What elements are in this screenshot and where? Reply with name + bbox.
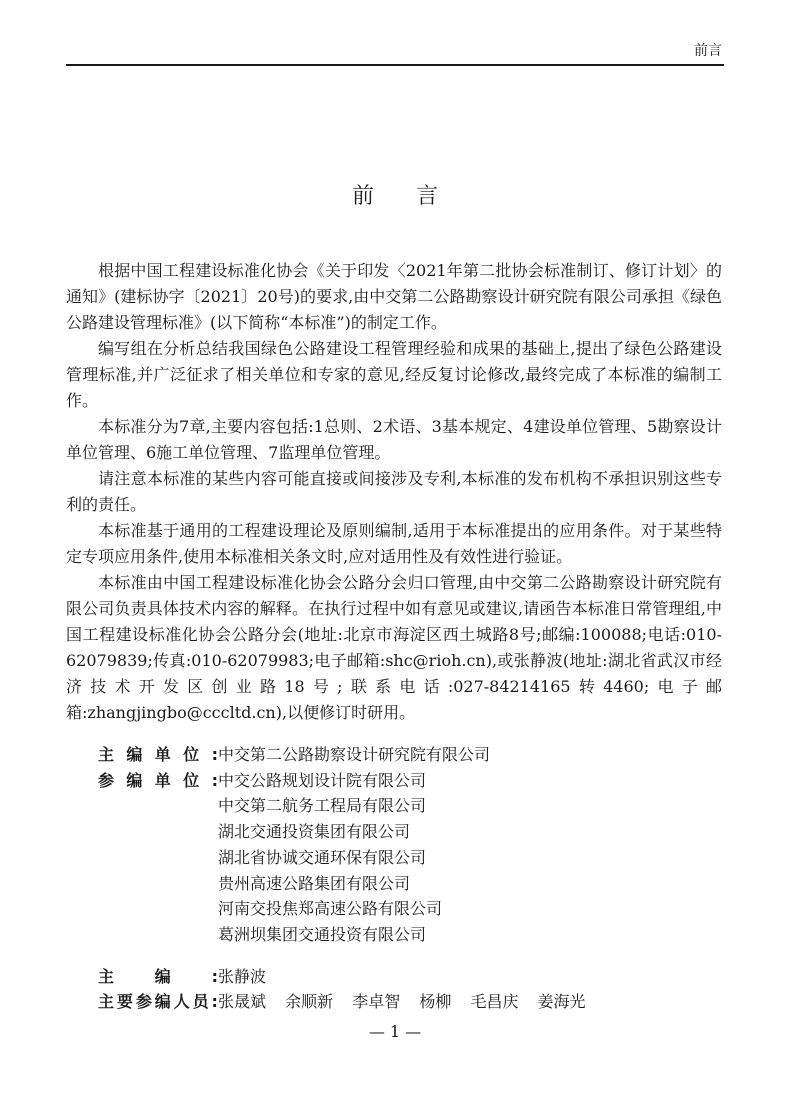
participating-unit: 湖北省协诚交通环保有限公司: [218, 847, 427, 867]
preface-body: [66, 258, 722, 726]
paragraph: 本标准由中国工程建设标准化协会公路分会归口管理,由中交第二公路勘察设计研究院有限公司负责具体技术内容的解释。在执行过程中如有意见或建议,请函告本标准日常管理组,中国工程建设标准化协会公路分会(地址:北京市海淀区西土城路8号;邮编:100088;电话:010-62079839;传真:010-62079983;电子邮箱:shc@rioh.cn),或张静波(地址:湖北省武汉市经济技术开发区创业路18号;联系电话:027-84214165转4460;电子邮箱:zhangjingbo@cccltd.cn),以便修订时研用。: [66, 573, 722, 722]
contributor-name: 李卓智: [352, 992, 401, 1012]
paragraph: 本标准分为7章,主要内容包括:1总则、2术语、3基本规定、4建设单位管理、5勘察设计单位管理、6施工单位管理、7监理单位管理。: [66, 417, 722, 462]
chief-unit-label: 主 编 单 位 :: [98, 745, 218, 764]
page-title: 前言: [351, 184, 480, 209]
main-contributors-label: 主 要 参 编 人 员 :: [98, 992, 218, 1012]
participating-unit: 湖北交通投资集团有限公司: [218, 822, 411, 842]
participating-unit: 贵州高速公路集团有限公司: [218, 873, 411, 893]
contributor-name: 杨柳: [419, 992, 452, 1012]
main-contributors: [218, 989, 718, 1015]
participating-units-row: [98, 768, 718, 948]
main-contributors-row: [98, 989, 718, 1015]
contributor-name: 毛昌庆: [470, 992, 519, 1012]
participating-unit: 葛洲坝集团交通投资有限公司: [218, 924, 427, 944]
contributor-name: 张晟斌: [218, 992, 267, 1012]
page-number: — 1 —: [368, 1022, 422, 1041]
running-header: 前言: [694, 43, 722, 59]
paragraph: 请注意本标准的某些内容可能直接或间接涉及专利,本标准的发布机构不承担识别这些专利的责任。: [66, 469, 722, 514]
chief-unit-row: [98, 742, 718, 768]
participating-unit: 中交第二航务工程局有限公司: [218, 796, 427, 816]
paragraph: 编写组在分析总结我国绿色公路建设工程管理经验和成果的基础上,提出了绿色公路建设管理标准,并广泛征求了相关单位和专家的意见,经反复讨论修改,最终完成了本标准的编制工作。: [66, 339, 722, 410]
chief-unit: 中交第二公路勘察设计研究院有限公司: [218, 745, 491, 764]
participating-unit: 中交公路规划设计院有限公司: [218, 770, 427, 790]
paragraph: 本标准基于通用的工程建设理论及原则编制,适用于本标准提出的应用条件。对于某些特定专项应用条件,使用本标准相关条文时,应对适用性及有效性进行验证。: [66, 521, 722, 566]
chief-editor-label: 主 编 :: [98, 966, 218, 986]
chief-editor: 张静波: [218, 966, 267, 986]
contributor-name: 余顺新: [285, 992, 334, 1012]
contributor-name: 姜海光: [537, 992, 586, 1012]
participating-units-label: 参 编 单 位 :: [98, 770, 218, 790]
header-rule: [66, 64, 724, 66]
participating-unit: 河南交投焦郑高速公路有限公司: [218, 899, 443, 919]
participating-units-list: [218, 768, 718, 948]
chief-editor-row: [98, 964, 718, 990]
credits-block: [98, 742, 718, 1015]
paragraph: 根据中国工程建设标准化协会《关于印发〈2021年第二批协会标准制订、修订计划〉的通知》(建标协字〔2021〕20号)的要求,由中交第二公路勘察设计研究院有限公司承担《绿色公路建设管理标准》(以下简称“本标准”)的制定工作。: [66, 261, 722, 332]
